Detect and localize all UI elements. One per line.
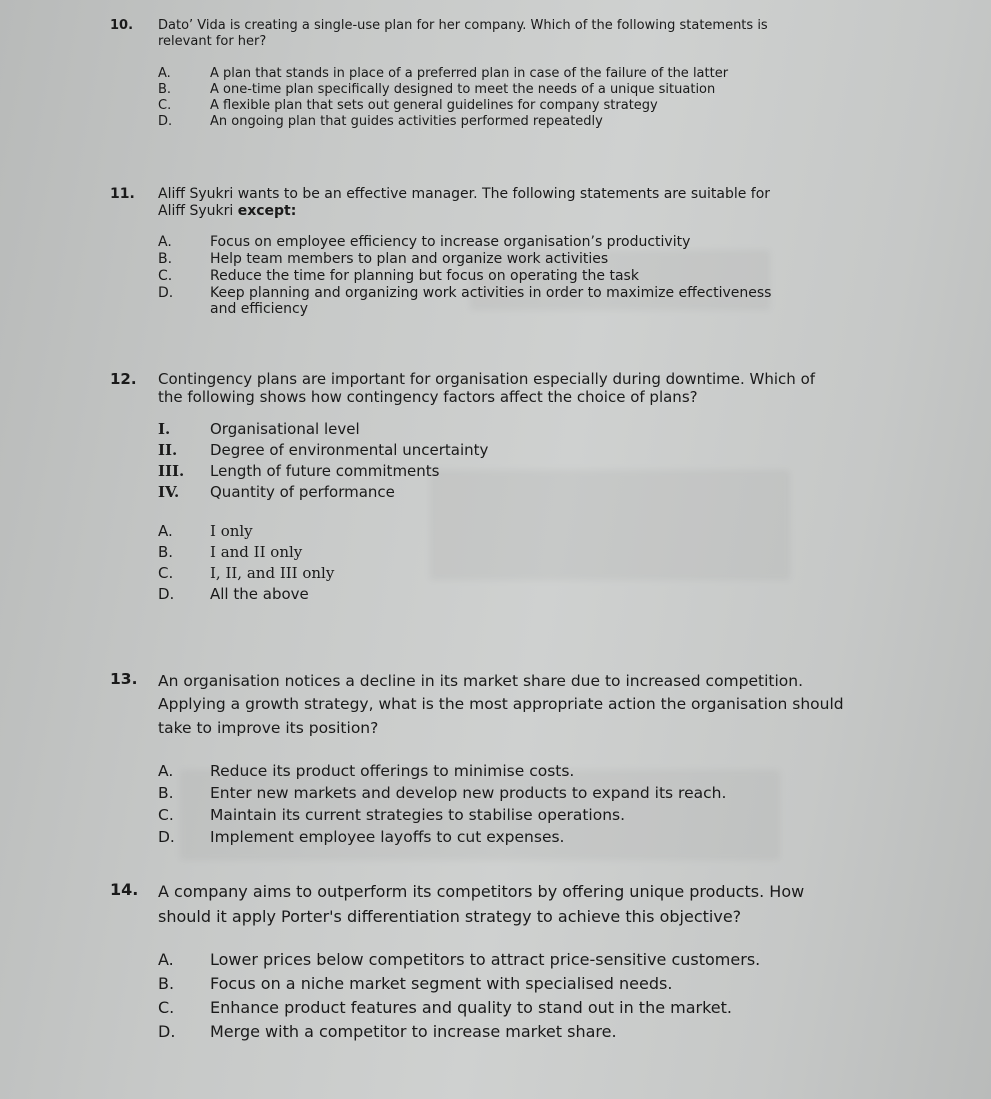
option-b[interactable] xyxy=(158,251,800,268)
factor-text: Length of future commitments xyxy=(210,461,440,480)
factor-label: IV. xyxy=(158,482,180,501)
option-label: B. xyxy=(158,81,172,97)
option-text: Enhance product features and quality to stand out in the market. xyxy=(210,997,732,1017)
option-a[interactable] xyxy=(158,948,855,972)
question-text: Dato’ Vida is creating a single-use plan for her company. Which of the following statements is relevant for her? xyxy=(158,18,768,49)
question-text-emphasis: except: xyxy=(237,203,297,220)
option-label: A. xyxy=(158,521,173,540)
question-13 xyxy=(110,670,855,848)
option-text: Focus on employee efficiency to increase organisation’s productivity xyxy=(210,234,691,251)
option-d[interactable] xyxy=(158,826,855,848)
option-label: C. xyxy=(158,267,173,284)
option-label: B. xyxy=(158,783,174,802)
option-d[interactable] xyxy=(158,114,790,130)
option-text: Reduce the time for planning but focus on operating the task xyxy=(210,267,639,284)
option-text: I and II only xyxy=(210,542,303,561)
option-text: An ongoing plan that guides activities performed repeatedly xyxy=(210,114,603,130)
option-d[interactable] xyxy=(158,584,820,605)
option-b[interactable] xyxy=(158,542,820,563)
question-text: Contingency plans are important for organisation especially during downtime. Which of the following shows how contingency factors affect the choice of plans? xyxy=(158,370,816,407)
option-label: D. xyxy=(158,114,173,130)
question-text-main: Aliff Syukri wants to be an effective manager. The following statements are suitable for Aliff Syukri xyxy=(158,186,771,220)
option-text: I only xyxy=(210,521,253,540)
option-c[interactable] xyxy=(158,996,855,1020)
option-label: C. xyxy=(158,806,174,825)
option-label: C. xyxy=(158,997,175,1017)
option-list xyxy=(158,760,855,849)
option-label: B. xyxy=(158,542,174,561)
option-text: Maintain its current strategies to stabilise operations. xyxy=(210,806,626,825)
option-text: Reduce its product offerings to minimise costs. xyxy=(210,761,575,780)
option-label: B. xyxy=(158,250,173,267)
option-c[interactable] xyxy=(158,98,790,114)
question-12 xyxy=(110,370,820,605)
option-b[interactable] xyxy=(158,972,855,996)
question-11 xyxy=(110,186,800,318)
question-number: 10. xyxy=(110,18,134,33)
factor-list xyxy=(158,419,820,503)
option-text: Lower prices below competitors to attract price-sensitive customers. xyxy=(210,949,761,969)
factor-text: Organisational level xyxy=(210,419,360,438)
option-a[interactable] xyxy=(158,234,800,251)
factor-item xyxy=(158,440,820,461)
factor-item xyxy=(158,461,820,482)
question-14 xyxy=(110,880,855,1044)
option-label: B. xyxy=(158,973,175,993)
question-number: 12. xyxy=(110,370,137,388)
option-b[interactable] xyxy=(158,82,790,98)
option-a[interactable] xyxy=(158,66,790,82)
option-text: Implement employee layoffs to cut expenses. xyxy=(210,828,565,847)
option-c[interactable] xyxy=(158,563,820,584)
option-label: D. xyxy=(158,828,175,847)
option-label: D. xyxy=(158,284,174,301)
question-number: 13. xyxy=(110,670,138,688)
option-label: C. xyxy=(158,98,172,114)
question-number: 14. xyxy=(110,880,139,899)
option-d[interactable] xyxy=(158,1020,855,1044)
question-text: A company aims to outperform its competitors by offering unique products. How should it apply Porter's differentiation strategy to achieve this objective? xyxy=(158,882,805,926)
option-text: Keep planning and organizing work activities in order to maximize effectiveness and efficiency xyxy=(210,284,772,318)
option-label: A. xyxy=(158,65,171,81)
option-list xyxy=(158,521,820,605)
option-list xyxy=(158,234,800,318)
factor-text: Degree of environmental uncertainty xyxy=(210,440,489,459)
option-text: Enter new markets and develop new products to expand its reach. xyxy=(210,783,727,802)
option-list xyxy=(158,66,790,131)
factor-text: Quantity of performance xyxy=(210,482,395,501)
option-text: A plan that stands in place of a preferred plan in case of the failure of the latter xyxy=(210,65,729,81)
option-d[interactable] xyxy=(158,285,800,319)
option-c[interactable] xyxy=(158,268,800,285)
option-text: A one-time plan specifically designed to meet the needs of a unique situation xyxy=(210,81,716,97)
option-label: D. xyxy=(158,1021,176,1041)
factor-item xyxy=(158,419,820,440)
option-text: A flexible plan that sets out general guidelines for company strategy xyxy=(210,98,658,114)
option-list xyxy=(158,948,855,1044)
option-label: C. xyxy=(158,563,174,582)
factor-item xyxy=(158,482,820,503)
option-b[interactable] xyxy=(158,782,855,804)
option-a[interactable] xyxy=(158,760,855,782)
option-label: A. xyxy=(158,949,174,969)
option-label: D. xyxy=(158,584,175,603)
option-label: A. xyxy=(158,234,172,251)
option-text: Help team members to plan and organize work activities xyxy=(210,250,609,267)
option-label: A. xyxy=(158,761,174,780)
factor-label: II. xyxy=(158,440,178,459)
option-a[interactable] xyxy=(158,521,820,542)
option-text: Merge with a competitor to increase market share. xyxy=(210,1021,617,1041)
factor-label: I. xyxy=(158,419,171,438)
option-text: All the above xyxy=(210,584,309,603)
factor-label: III. xyxy=(158,461,185,480)
option-c[interactable] xyxy=(158,804,855,826)
question-number: 11. xyxy=(110,186,135,202)
question-10 xyxy=(110,18,790,131)
question-text: An organisation notices a decline in its market share due to increased competition. Applying a growth strategy, what is the most appropriate action the organisation should take to improve its position? xyxy=(158,672,844,737)
option-text: Focus on a niche market segment with specialised needs. xyxy=(210,973,673,993)
option-text: I, II, and III only xyxy=(210,563,335,582)
question-text xyxy=(158,186,800,220)
